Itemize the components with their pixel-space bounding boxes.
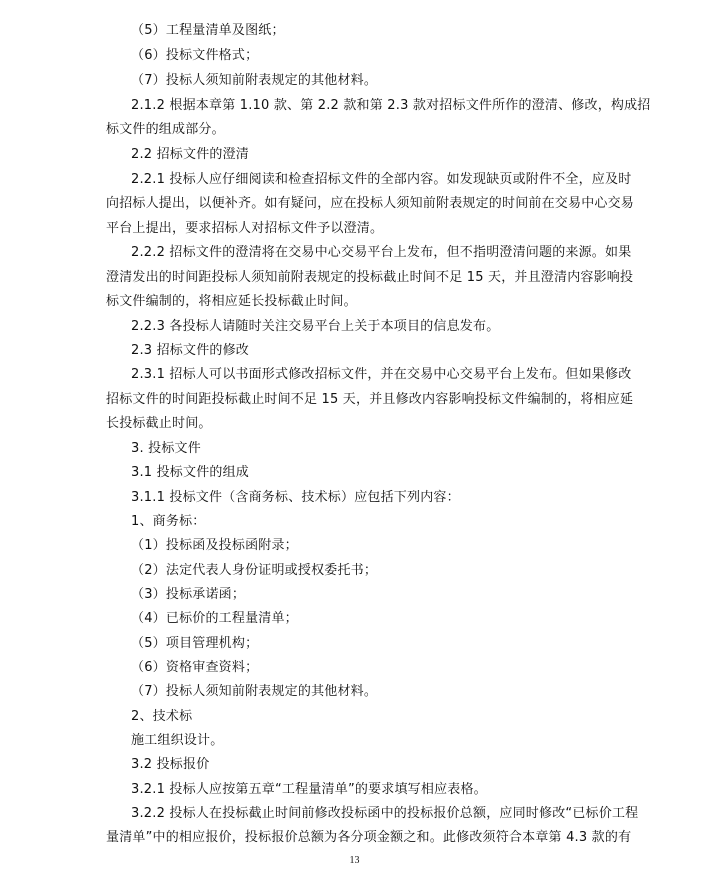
text-line: 长投标截止时间。 xyxy=(106,416,212,431)
text-line: 标文件的组成部分。 xyxy=(106,122,225,137)
list-item: （5）项目管理机构； xyxy=(131,636,259,651)
text-line: 2.2.1 投标人应仔细阅读和检查招标文件的全部内容。如发现缺页或附件不全，应及时 xyxy=(131,172,632,187)
list-item: （3）投标承诺函； xyxy=(131,587,246,602)
list-item: （1）投标函及投标函附录； xyxy=(131,538,298,553)
text-line: 3.2.1 投标人应按第五章“工程量清单”的要求填写相应表格。 xyxy=(131,782,487,797)
page-number: 13 xyxy=(349,855,360,866)
text-line: 施工组织设计。 xyxy=(131,733,224,748)
text-line: 量清单”中的相应报价，投标报价总额为各分项金额之和。此修改须符合本章第 4.3 款的有 xyxy=(106,830,632,845)
section-heading: 3.2 投标报价 xyxy=(131,757,210,772)
text-line: 1、商务标： xyxy=(131,514,206,529)
list-item: （4）已标价的工程量清单； xyxy=(131,611,298,626)
text-line: 2.2.3 各投标人请随时关注交易平台上关于本项目的信息发布。 xyxy=(131,319,500,334)
text-line: 澄清发出的时间距投标人须知前附表规定的投标截止时间不足 15 天，并且澄清内容影响投 xyxy=(106,270,634,285)
text-line: 3.1.1 投标文件（含商务标、技术标）应包括下列内容： xyxy=(131,490,460,505)
section-heading: 3. 投标文件 xyxy=(131,441,201,456)
section-heading: 3.1 投标文件的组成 xyxy=(131,465,250,480)
text-line: 招标文件的时间距投标截止时间不足 15 天，并且修改内容影响投标文件编制的，将相应延 xyxy=(106,392,634,407)
text-line: 标文件编制的，将相应延长投标截止时间。 xyxy=(106,294,357,309)
text-line: 2.2.2 招标文件的澄清将在交易中心交易平台上发布，但不指明澄清问题的来源。如果 xyxy=(131,245,632,260)
list-item: （7）投标人须知前附表规定的其他材料。 xyxy=(131,684,378,699)
text-line: （5）工程量清单及图纸； xyxy=(131,23,285,38)
text-line: （7）投标人须知前附表规定的其他材料。 xyxy=(131,73,378,88)
text-line: 2.3.1 招标人可以书面形式修改招标文件，并在交易中心交易平台上发布。但如果修改 xyxy=(131,367,632,382)
text-line: 2.1.2 根据本章第 1.10 款、第 2.2 款和第 2.3 款对招标文件所作的澄清、修改，构成招 xyxy=(131,98,651,113)
section-heading: 2.3 招标文件的修改 xyxy=(131,343,250,358)
list-item: （2）法定代表人身份证明或授权委托书； xyxy=(131,563,378,578)
text-line: 向招标人提出，以便补齐。如有疑问，应在投标人须知前附表规定的时间前在交易中心交易 xyxy=(106,196,635,211)
text-line: 2、技术标 xyxy=(131,709,193,724)
text-line: 平台上提出，要求招标人对招标文件予以澄清。 xyxy=(106,221,384,236)
list-item: （6）资格审查资料； xyxy=(131,660,259,675)
text-line: 3.2.2 投标人在投标截止时间前修改投标函中的投标报价总额，应同时修改“已标价工程 xyxy=(131,806,639,821)
text-line: （6）投标文件格式； xyxy=(131,48,259,63)
section-heading: 2.2 招标文件的澄清 xyxy=(131,147,250,162)
